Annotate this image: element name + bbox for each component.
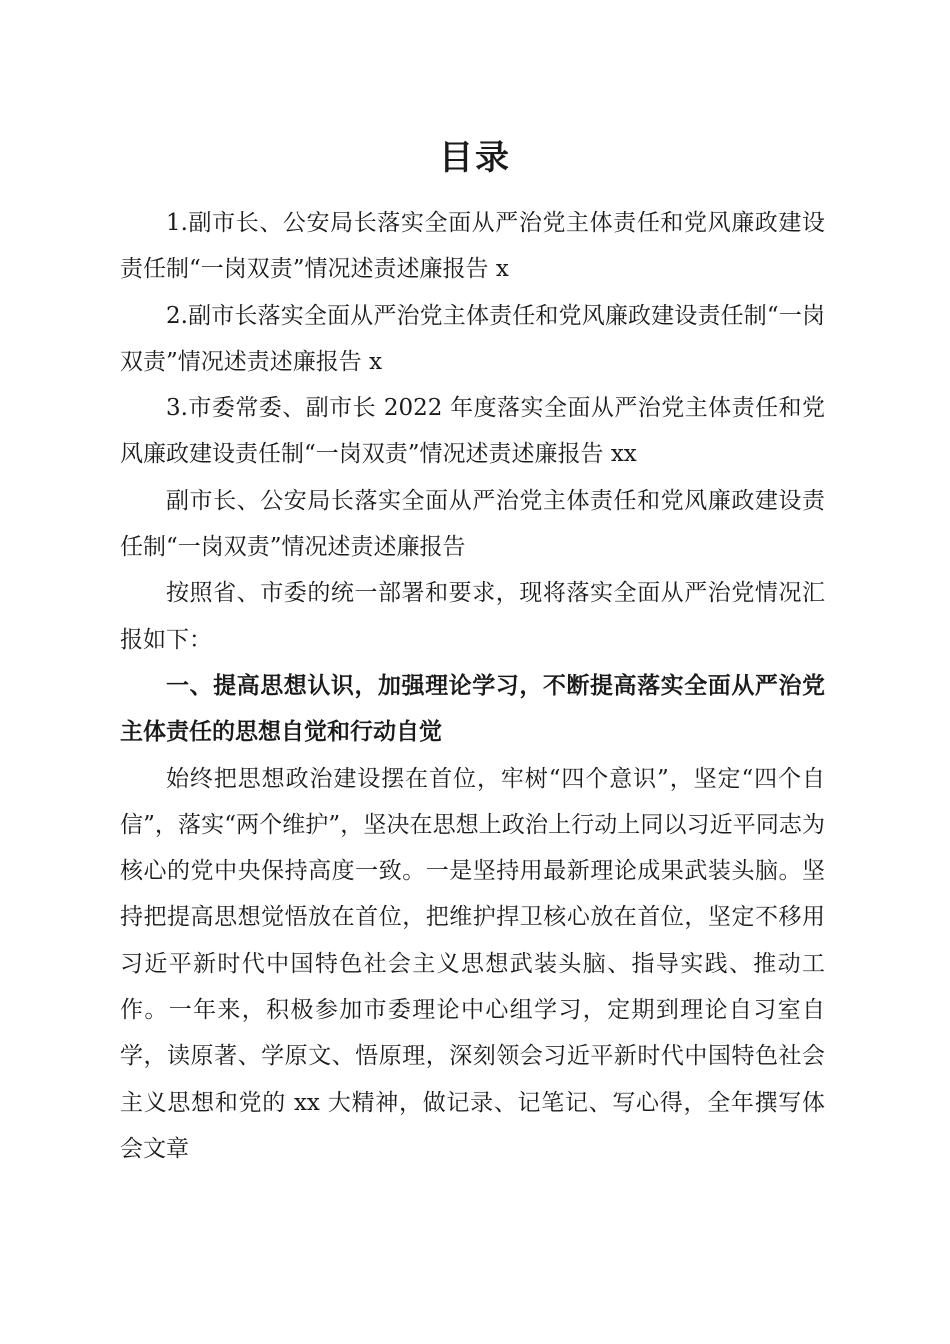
page-title: 目录	[439, 138, 511, 178]
body-paragraph: 始终把思想政治建设摆在首位，牢树“四个意识”，坚定“四个自信”，落实“两个维护”，坚决在思想上政治上行动上同以习近平同志为核心的党中央保持高度一致。一是坚持用最新理论成果武装头脑。坚持把提高思想觉悟放在首位，把维护捍卫核心放在首位，坚定不移用习近平新时代中国特色社会主义思想武装头脑、指导实践、推动工作。一年来，积极参加市委理论中心组学习，定期到理论自习室自学，读原著、学原文、悟原理，深刻领会习近平新时代中国特色社会主义思想和党的 xx 大精神，做记录、记笔记、写心得，全年撰写体会文章	[120, 765, 825, 1162]
report-title: 副市长、公安局长落实全面从严治党主体责任和党风廉政建设责任制“一岗双责”情况述责述廉报告	[120, 487, 825, 561]
toc-item-1: 1.副市长、公安局长落实全面从严治党主体责任和党风廉政建设责任制“一岗双责”情况述责述廉报告 x	[120, 210, 825, 283]
toc-item-2: 2.副市长落实全面从严治党主体责任和党风廉政建设责任制“一岗双责”情况述责述廉报告 x	[120, 302, 825, 375]
intro-paragraph: 按照省、市委的统一部署和要求，现将落实全面从严治党情况汇报如下：	[120, 580, 825, 653]
document-body	[120, 200, 825, 1172]
toc-item-3: 3.市委常委、副市长 2022 年度落实全面从严治党主体责任和党风廉政建设责任制“一岗双责”情况述责述廉报告 xx	[120, 395, 825, 468]
section-heading: 一、提高思想认识，加强理论学习，不断提高落实全面从严治党主体责任的思想自觉和行动自觉	[120, 672, 825, 746]
